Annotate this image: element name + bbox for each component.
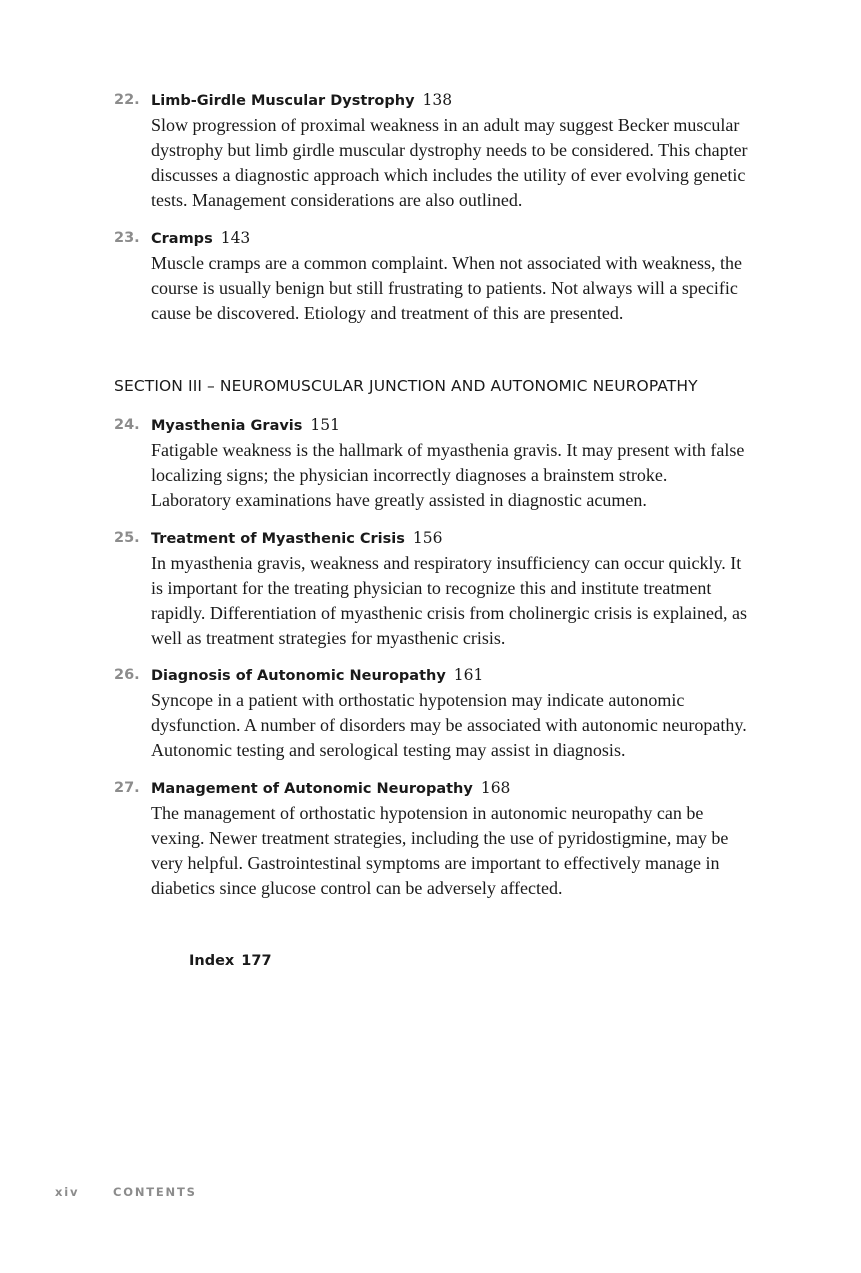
chapter-number: 22. bbox=[114, 92, 140, 108]
footer-label: CONTENTS bbox=[113, 1185, 197, 1199]
chapter-title bbox=[151, 527, 442, 550]
entry-header bbox=[114, 777, 754, 799]
page-footer bbox=[55, 1185, 197, 1199]
chapter-title-text: Management of Autonomic Neuropathy bbox=[151, 781, 473, 797]
chapter-description: Slow progression of proximal weakness in an adult may suggest Becker muscular dystrophy but limb girdle muscular dystrophy needs to be considered. This chapter discusses a diagnostic approach which includes the utility of ever evolving genetic tests. Management considerations are also outlined. bbox=[151, 115, 748, 210]
chapter-description: The management of orthostatic hypotension in autonomic neuropathy can be vexing. Newer treatment strategies, including the use of pyridostigmine, may be very helpful. Gastrointestinal symptoms are important to effectively manage in diabetics since glucose control can be adversely affected. bbox=[151, 803, 729, 898]
chapter-description: Syncope in a patient with orthostatic hypotension may indicate autonomic dysfunction. A number of disorders may be associated with autonomic neuropathy. Autonomic testing and serological testing may assist in diagnosis. bbox=[151, 690, 747, 760]
chapter-page-number: 161 bbox=[453, 666, 484, 684]
entry-header bbox=[114, 227, 754, 249]
chapter-title-text: Diagnosis of Autonomic Neuropathy bbox=[151, 668, 446, 684]
chapter-title-text: Limb-Girdle Muscular Dystrophy bbox=[151, 93, 415, 109]
chapter-number: 25. bbox=[114, 530, 140, 546]
footer-page-number: xiv bbox=[55, 1185, 80, 1199]
index-entry bbox=[189, 953, 272, 969]
chapter-title bbox=[151, 414, 340, 437]
toc-entry-23 bbox=[114, 227, 754, 326]
toc-entry-22 bbox=[114, 89, 754, 213]
chapter-number: 23. bbox=[114, 230, 140, 246]
toc-entry-25 bbox=[114, 527, 754, 651]
index-page-number: 177 bbox=[241, 953, 272, 969]
index-label: Index bbox=[189, 953, 235, 969]
chapter-number: 24. bbox=[114, 417, 140, 433]
chapter-title-text: Cramps bbox=[151, 231, 213, 247]
entry-header bbox=[114, 664, 754, 686]
toc-entry-24 bbox=[114, 414, 754, 513]
toc-entry-27 bbox=[114, 777, 754, 901]
chapter-title bbox=[151, 89, 452, 112]
chapter-description: Muscle cramps are a common complaint. When not associated with weakness, the course is usually benign but still frustrating to patients. Not always will a specific cause be discovered. Etiology and treatment of this are presented. bbox=[151, 253, 742, 323]
chapter-description: Fatigable weakness is the hallmark of myasthenia gravis. It may present with false localizing signs; the physician incorrectly diagnoses a brainstem stroke. Laboratory examinations have greatly assisted in diagnostic acumen. bbox=[151, 440, 745, 510]
chapter-title bbox=[151, 777, 510, 800]
chapter-title bbox=[151, 227, 250, 250]
chapter-title-text: Myasthenia Gravis bbox=[151, 418, 303, 434]
chapter-page-number: 151 bbox=[310, 416, 340, 434]
chapter-page-number: 156 bbox=[412, 529, 443, 547]
entry-header bbox=[114, 89, 754, 111]
chapter-title-text: Treatment of Myasthenic Crisis bbox=[151, 531, 405, 547]
entry-header bbox=[114, 414, 754, 436]
entry-header bbox=[114, 527, 754, 549]
chapter-page-number: 143 bbox=[220, 229, 251, 247]
chapter-description: In myasthenia gravis, weakness and respiratory insufficiency can occur quickly. It is important for the treating physician to recognize this and institute treatment rapidly. Differentiation of myasthenic crisis from cholinergic crisis is explained, as well as treatment strategies for myasthenic crisis. bbox=[151, 553, 748, 648]
chapter-page-number: 168 bbox=[480, 779, 511, 797]
chapter-number: 27. bbox=[114, 780, 140, 796]
chapter-title bbox=[151, 664, 483, 687]
chapter-number: 26. bbox=[114, 667, 140, 683]
section-heading: SECTION III – NEUROMUSCULAR JUNCTION AND AUTONOMIC NEUROPATHY bbox=[114, 377, 698, 395]
chapter-page-number: 138 bbox=[422, 91, 453, 109]
toc-entry-26 bbox=[114, 664, 754, 763]
